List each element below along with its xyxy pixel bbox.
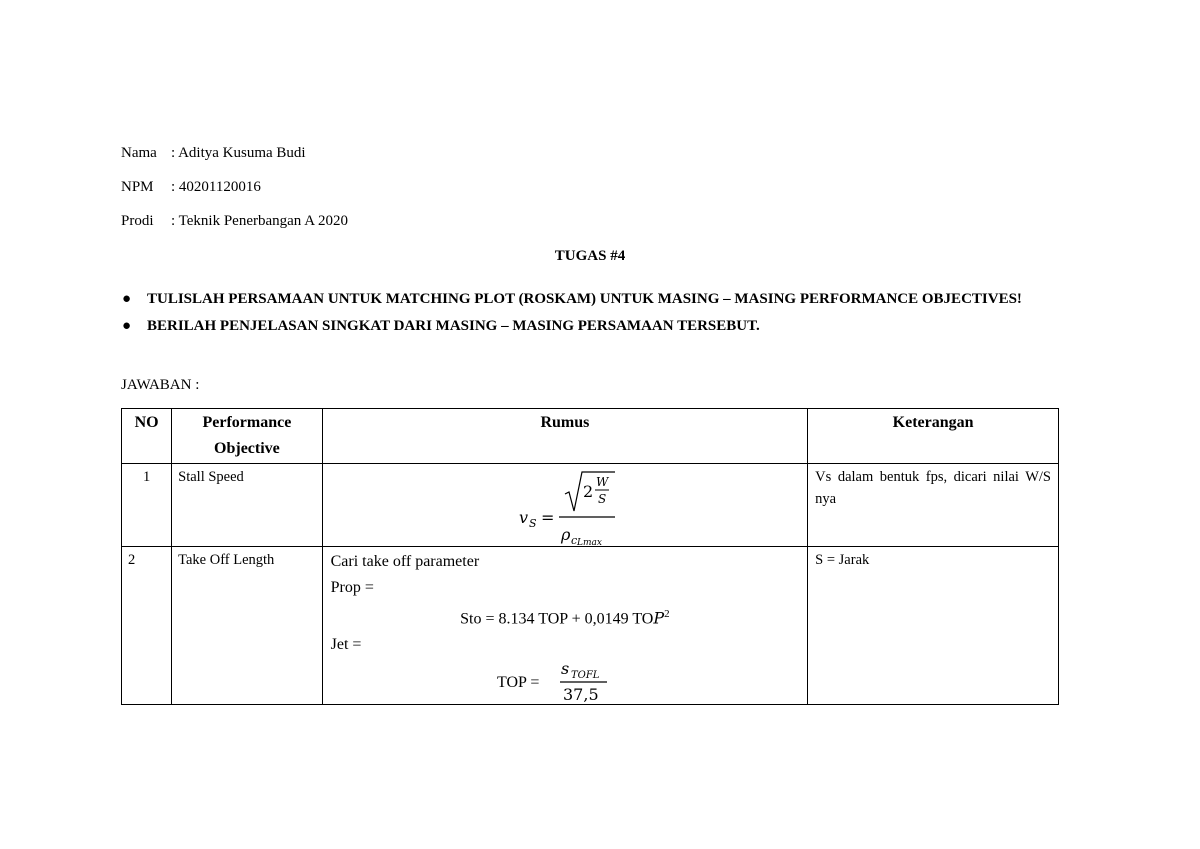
coefficient-two: 2	[582, 482, 593, 501]
vs-subscript: S	[528, 517, 537, 530]
s-tofl-symbol: s	[560, 659, 570, 679]
table-row	[122, 464, 1059, 547]
row-number: 2	[128, 552, 136, 568]
stall-speed-formula	[323, 464, 808, 546]
prodi-line	[121, 212, 348, 230]
answer-table	[121, 408, 1059, 705]
prop-label: Prop =	[330, 579, 374, 596]
nama-value: : Aditya Kusuma Budi	[171, 145, 306, 161]
cell-no	[122, 464, 172, 547]
npm-value: : 40201120016	[171, 179, 261, 195]
bullet-icon: ●	[122, 318, 132, 334]
prop-equation-exponent: 2	[664, 608, 670, 620]
nama-line	[121, 144, 306, 162]
nama-label: Nama	[121, 145, 157, 161]
task-bullet-list	[121, 286, 1059, 340]
c-subscript: c	[570, 534, 577, 546]
keterangan-text: Vs dalam bentuk fps, dicari nilai W/S nya	[815, 469, 1051, 507]
header-no: NO	[122, 409, 172, 464]
cell-rumus	[322, 547, 808, 705]
formula-intro: Cari take off parameter	[330, 553, 480, 570]
header-rumus: Rumus	[322, 409, 808, 464]
take-off-formula	[323, 547, 808, 704]
header-objective: Performance Objective	[172, 409, 322, 464]
equals-sign: =	[540, 508, 555, 527]
cell-keterangan	[808, 547, 1059, 705]
top-lhs: TOP =	[496, 674, 540, 692]
lmax-subscript: Lmax	[576, 538, 602, 546]
task-bullet-item	[121, 313, 1059, 340]
objective-text: Stall Speed	[178, 469, 244, 485]
objective-text: Take Off Length	[178, 552, 275, 568]
rho-symbol: ρ	[560, 525, 571, 544]
npm-line	[121, 178, 261, 196]
prodi-value: : Teknik Penerbangan A 2020	[171, 213, 348, 229]
prop-equation-main: Sto = 8.134 TOP + 0,0149 TO	[460, 610, 654, 628]
top-denominator: 37,5	[562, 685, 599, 705]
jawaban-label: JAWABAN :	[121, 377, 200, 393]
page-title: TUGAS #4	[554, 248, 626, 264]
header-keterangan: Keterangan	[808, 409, 1059, 464]
cell-objective	[172, 464, 322, 547]
stall-speed-equation-svg	[323, 464, 807, 546]
cell-rumus	[322, 464, 808, 547]
wing-area-symbol: S	[597, 492, 606, 506]
tofl-subscript: TOFL	[570, 670, 600, 682]
cell-objective	[172, 547, 322, 705]
vs-symbol: v	[518, 508, 528, 527]
keterangan-text: S = Jarak	[815, 552, 870, 568]
task-bullet-text: BERILAH PENJELASAN SINGKAT DARI MASING – MASING PERSAMAAN TERSEBUT.	[147, 318, 760, 334]
table-row	[122, 547, 1059, 705]
npm-label: NPM	[121, 179, 154, 195]
jet-equation	[331, 658, 800, 705]
jet-label: Jet =	[330, 636, 362, 654]
top-equation-svg	[485, 658, 645, 704]
row-number: 1	[142, 469, 151, 485]
bullet-icon: ●	[122, 291, 132, 307]
cell-keterangan	[808, 464, 1059, 547]
table-header-row	[122, 409, 1059, 464]
task-bullet-item	[121, 286, 1059, 313]
prop-equation-p: P	[653, 608, 665, 628]
prop-equation	[331, 601, 800, 632]
prodi-label: Prodi	[121, 213, 154, 229]
cell-no	[122, 547, 172, 705]
weight-symbol: W	[595, 475, 608, 489]
task-bullet-text: TULISLAH PERSAMAAN UNTUK MATCHING PLOT (ROSKAM) UNTUK MASING – MASING PERFORMANCE OBJECTIVES!	[147, 291, 1022, 307]
